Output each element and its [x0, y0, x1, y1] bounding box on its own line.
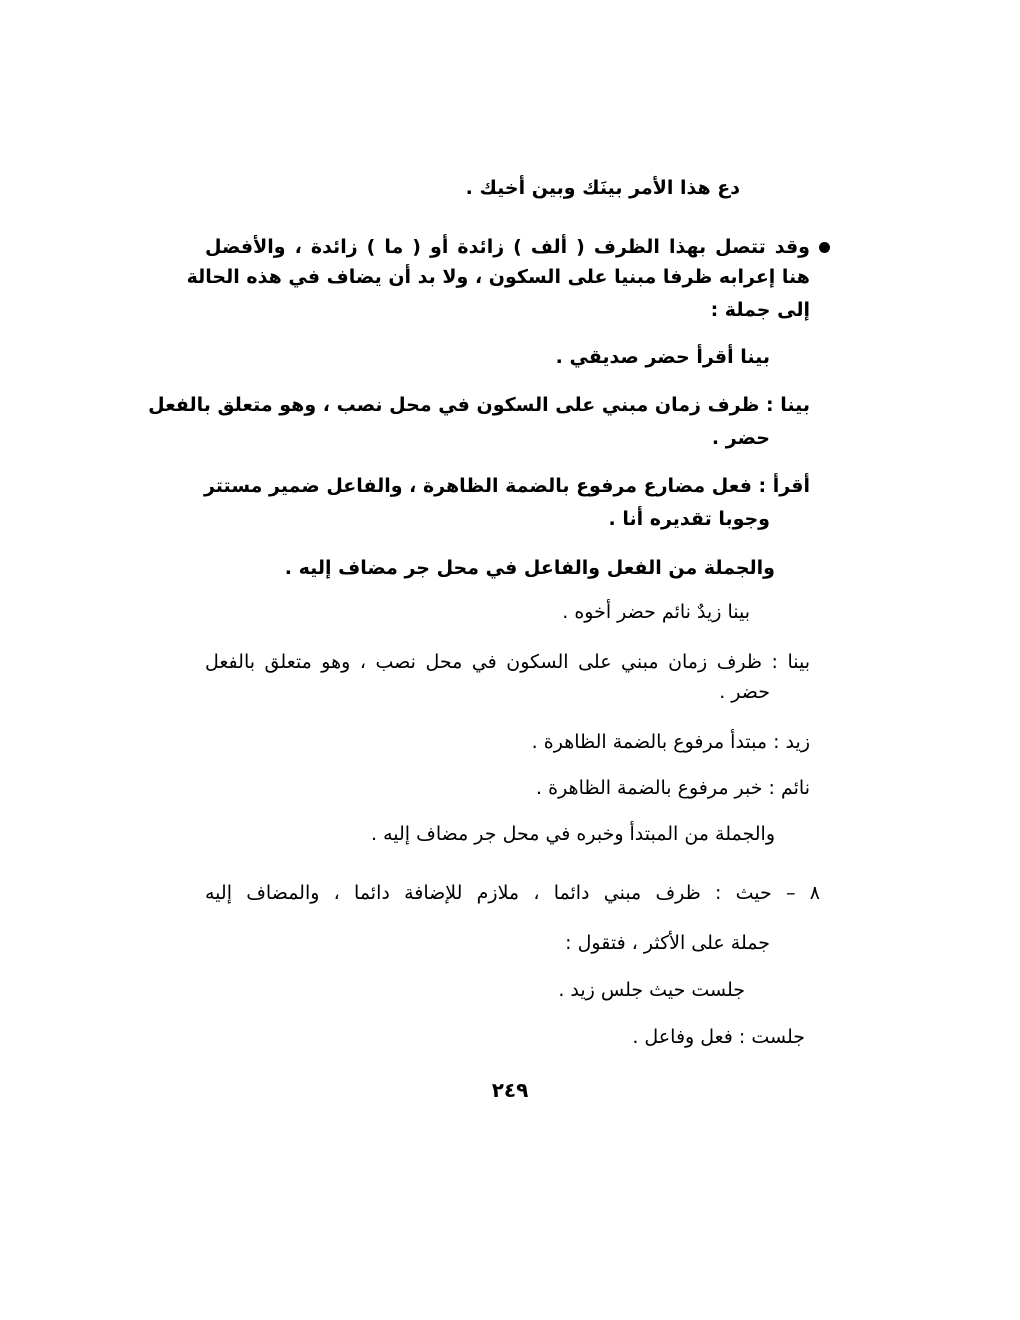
text-line: والجملة من المبتدأ وخبره في محل جر مضاف إليه .: [371, 823, 775, 845]
text-line: بينا : ظرف زمان مبني على السكون في محل نصب ، وهو متعلق بالفعل: [148, 394, 810, 416]
text-line: وقد تتصل بهذا الظرف ( ألف ) زائدة أو ( ما ) زائدة ، والأفضل: [205, 236, 810, 258]
text-line: حضر .: [711, 427, 770, 449]
example-sentence: جلست حيث جلس زيد .: [558, 979, 745, 1001]
text-line: إلى جملة :: [710, 299, 810, 321]
text-line: بينا : ظرف زمان مبني على السكون في محل نصب ، وهو متعلق بالفعل: [205, 651, 810, 673]
text-line: جلست : فعل وفاعل .: [632, 1026, 805, 1048]
page-number: ٢٤٩: [491, 1078, 529, 1102]
text-line: وجوبا تقديره أنا .: [608, 508, 770, 530]
text-line: زيد : مبتدأ مرفوع بالضمة الظاهرة .: [531, 731, 810, 753]
text-line: والجملة من الفعل والفاعل في محل جر مضاف إليه .: [284, 557, 775, 579]
text-line: نائم : خبر مرفوع بالضمة الظاهرة .: [536, 777, 810, 799]
example-sentence: بينا أقرأ حضر صديقي .: [555, 346, 770, 368]
text-line: هنا إعرابه ظرفا مبنيا على السكون ، ولا بد أن يضاف في هذه الحالة: [186, 266, 810, 288]
text-line: دع هذا الأمر بينَك وبين أخيك .: [465, 177, 740, 199]
text-line: جملة على الأكثر ، فتقول :: [565, 932, 770, 954]
section-heading-line: ٨ – حيث : ظرف مبني دائما ، ملازم للإضافة دائما ، والمضاف إليه: [205, 882, 820, 904]
bullet-icon: [819, 242, 830, 253]
text-line: أقرأ : فعل مضارع مرفوع بالضمة الظاهرة ، والفاعل ضمير مستتر: [203, 475, 810, 497]
text-line: حضر .: [719, 681, 770, 703]
example-sentence: بينا زيدٌ نائم حضر أخوه .: [562, 601, 750, 623]
